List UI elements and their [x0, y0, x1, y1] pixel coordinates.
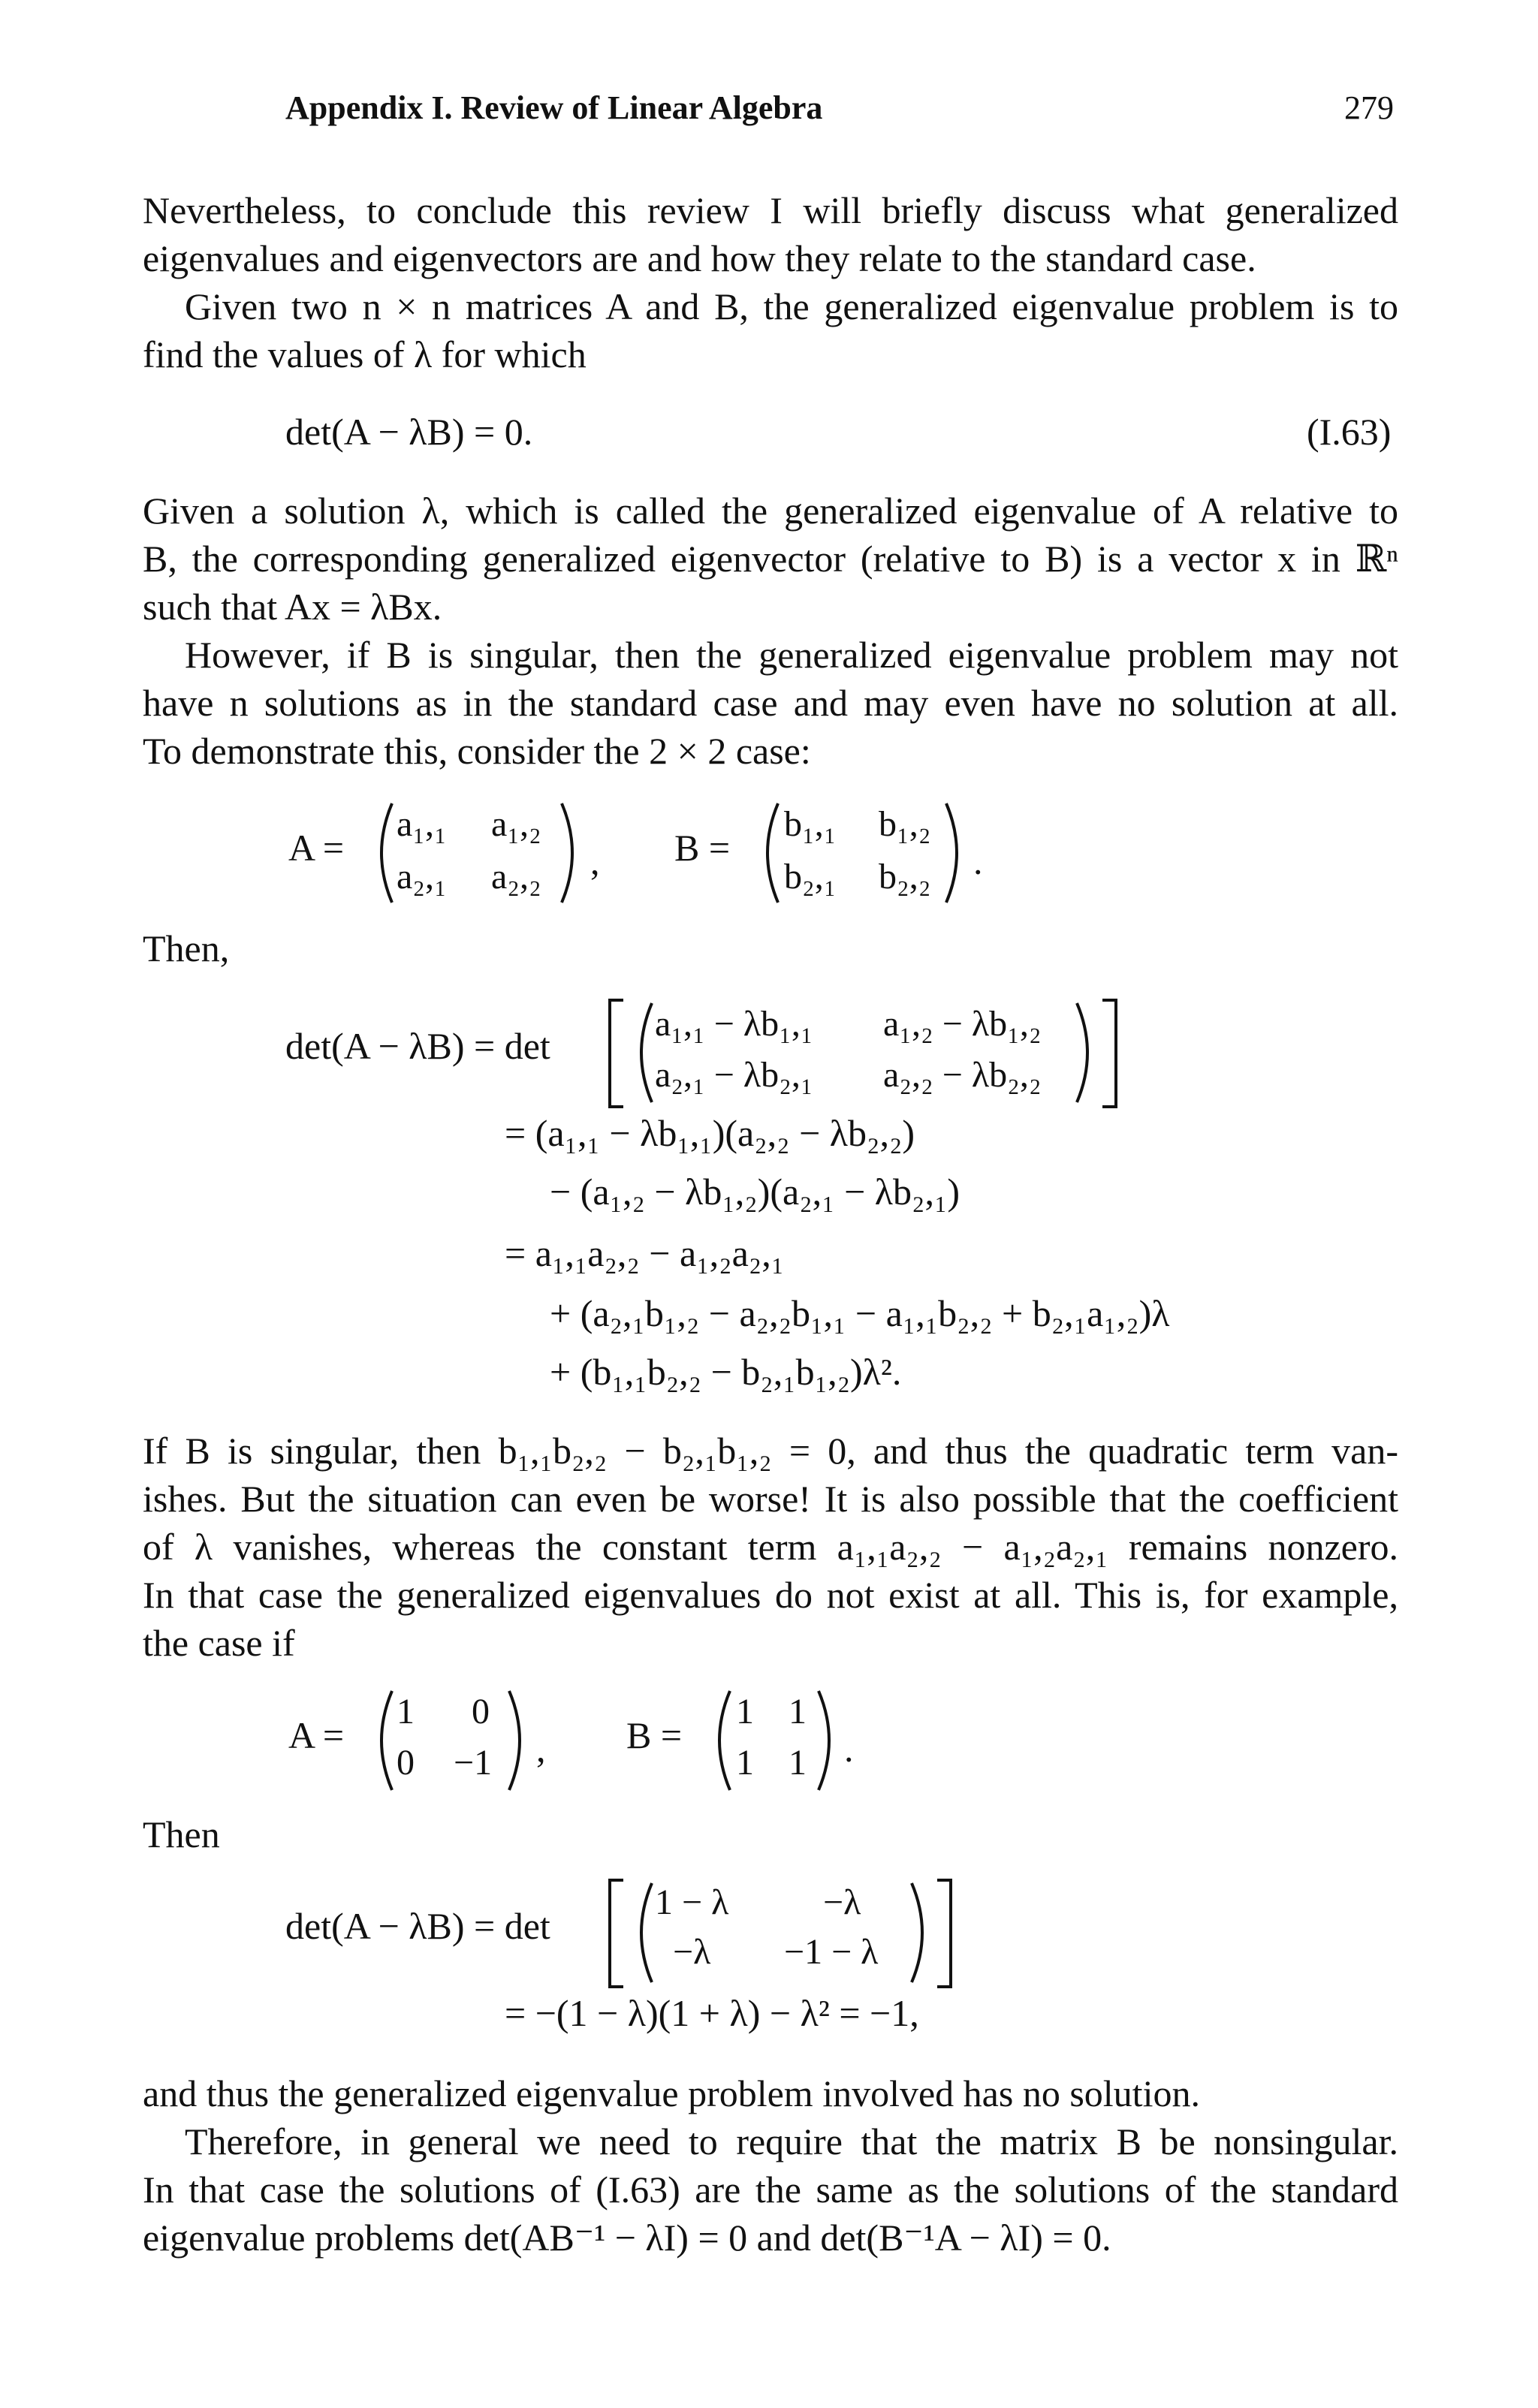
result-line: = −(1 − λ)(1 + λ) − λ² = −1,	[505, 1992, 919, 2034]
left-paren	[626, 1000, 656, 1105]
left-bracket	[605, 1877, 628, 1990]
expansion-line: + (a₂,₁b₁,₂ − a₂,₂b₁,₁ − a₁,₁b₂,₂ + b₂,₁a₁,₂)λ	[550, 1292, 1170, 1334]
left-paren	[366, 800, 397, 906]
text-line: eigenvalue problems det(AB⁻¹ − λI) = 0 and det(B⁻¹A − λI) = 0.	[143, 2217, 1111, 2259]
right-bracket	[1098, 997, 1120, 1110]
text-line: However, if B is singular, then the generalized eigenvalue problem may not	[185, 634, 1398, 676]
matrix-cell: 1 − λ	[655, 1882, 729, 1922]
matrix-cell: 1	[736, 1692, 754, 1731]
matrix-cell: 0	[472, 1692, 490, 1731]
paragraph-problem	[143, 282, 1398, 378]
matrix-cell: −1 − λ	[784, 1932, 879, 1972]
paragraph-conclusion	[143, 2117, 1398, 2262]
paragraph-no-solution	[143, 2069, 1398, 2117]
right-paren	[814, 1688, 844, 1793]
right-paren	[557, 800, 587, 906]
matrix-cell: a₂,₁	[397, 857, 447, 897]
matrix-cell: a₁,₁	[397, 804, 447, 844]
matrix-cell: b₁,₁	[784, 804, 837, 844]
text-line: B, the corresponding generalized eigenvector (relative to B) is a vector x in ℝⁿ	[143, 538, 1398, 580]
matrix-cell: −λ	[673, 1932, 711, 1972]
left-paren	[752, 800, 783, 906]
matrix-cell: a₁,₁ − λb₁,₁	[655, 1004, 813, 1044]
text-line: To demonstrate this, consider the 2 × 2 case:	[143, 730, 811, 772]
comma: ,	[536, 1728, 546, 1770]
page-number: 279	[1344, 89, 1394, 126]
matrix-cell: 1	[397, 1692, 415, 1731]
paragraph-intro	[143, 186, 1398, 282]
right-paren	[942, 800, 972, 906]
left-paren	[626, 1880, 656, 1985]
text-line: If B is singular, then b₁,₁b₂,₂ − b₂,₁b₁,₂ = 0, and thus the quadratic term van-	[143, 1430, 1398, 1472]
text-line: In that case the solutions of (I.63) are the same as the solutions of the standard	[143, 2168, 1398, 2211]
text-line: and thus the generalized eigenvalue problem involved has no solution.	[143, 2072, 1200, 2114]
text-then: Then,	[143, 927, 230, 969]
running-header: Appendix I. Review of Linear Algebra	[285, 89, 823, 126]
matrix-a-lhs: A =	[288, 1714, 345, 1756]
left-paren	[366, 1688, 397, 1793]
left-paren	[704, 1688, 734, 1793]
text-line: ishes. But the situation can even be worse! It is also possible that the coefficient	[143, 1478, 1398, 1520]
equation-i63: det(A − λB) = 0.	[285, 411, 533, 453]
matrix-cell: a₁,₂ − λb₁,₂	[883, 1004, 1042, 1044]
expansion-line: + (b₁,₁b₂,₂ − b₂,₁b₁,₂)λ².	[550, 1351, 902, 1393]
matrix-cell: 1	[736, 1743, 754, 1783]
det-lhs: det(A − λB) = det	[285, 1025, 550, 1067]
equation-number: (I.63)	[1307, 411, 1392, 453]
matrix-cell: 1	[789, 1743, 807, 1783]
period: .	[844, 1728, 854, 1770]
matrix-b-lhs: B =	[626, 1714, 683, 1756]
matrix-cell: −λ	[823, 1882, 861, 1922]
expansion-line: = a₁,₁a₂,₂ − a₁,₂a₂,₁	[505, 1232, 785, 1274]
matrix-cell: b₂,₁	[784, 857, 837, 897]
matrix-cell: −1	[454, 1743, 493, 1783]
text-line: Nevertheless, to conclude this review I will briefly discuss what generalized	[143, 189, 1398, 231]
paragraph-definition	[143, 487, 1398, 631]
right-paren	[505, 1688, 535, 1793]
matrix-cell: a₂,₂ − λb₂,₂	[883, 1055, 1042, 1095]
text-line: find the values of λ for which	[143, 333, 587, 375]
text-line: In that case the generalized eigenvalues do not exist at all. This is, for example,	[143, 1574, 1398, 1616]
matrix-cell: a₂,₂	[491, 857, 541, 897]
text-line: of λ vanishes, whereas the constant term a₁,₁a₂,₂ − a₁,₂a₂,₁ remains nonzero.	[143, 1526, 1398, 1568]
matrix-cell: 0	[397, 1743, 415, 1783]
text-line: such that Ax = λBx.	[143, 586, 442, 628]
matrix-a-lhs: A =	[288, 827, 345, 869]
matrix-cell: a₂,₁ − λb₂,₁	[655, 1055, 813, 1095]
matrix-cell: a₁,₂	[491, 804, 541, 844]
text-line: Given a solution λ, which is called the generalized eigenvalue of A relative to	[143, 490, 1398, 532]
text-line: Therefore, in general we need to require that the matrix B be nonsingular.	[185, 2120, 1398, 2162]
text-then: Then	[143, 1813, 220, 1855]
paragraph-singular	[143, 631, 1398, 775]
text-line: eigenvalues and eigenvectors are and how they relate to the standard case.	[143, 237, 1256, 279]
matrix-cell: 1	[789, 1692, 807, 1731]
comma: ,	[590, 840, 600, 882]
period: .	[973, 840, 983, 882]
text-line: Given two n × n matrices A and B, the generalized eigenvalue problem is to	[185, 285, 1398, 327]
expansion-line: = (a₁,₁ − λb₁,₁)(a₂,₂ − λb₂,₂)	[505, 1112, 915, 1154]
paragraph-worse-case	[143, 1427, 1398, 1667]
det-lhs: det(A − λB) = det	[285, 1905, 550, 1947]
matrix-cell: b₂,₂	[879, 857, 931, 897]
right-bracket	[933, 1877, 955, 1990]
matrix-b-lhs: B =	[674, 827, 731, 869]
expansion-line: − (a₁,₂ − λb₁,₂)(a₂,₁ − λb₂,₁)	[550, 1171, 960, 1213]
matrix-cell: b₁,₂	[879, 804, 931, 844]
left-bracket	[605, 997, 628, 1110]
text-line: the case if	[143, 1622, 295, 1664]
text-line: have n solutions as in the standard case and may even have no solution at all.	[143, 682, 1398, 724]
